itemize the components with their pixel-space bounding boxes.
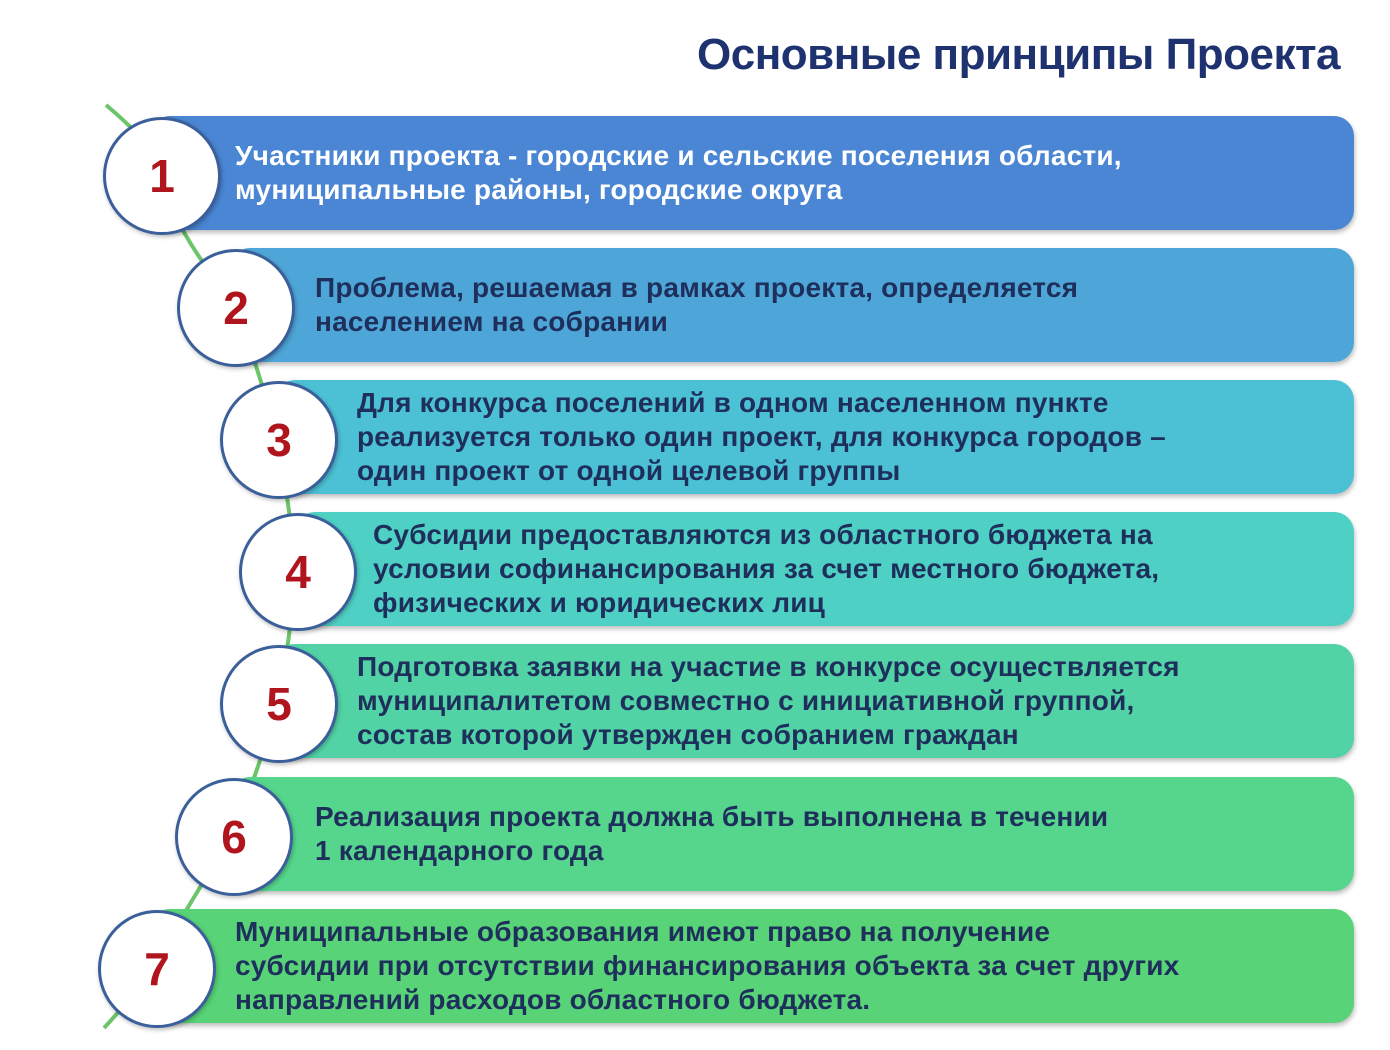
page-title: Основные принципы Проекта (697, 30, 1340, 79)
principle-number: 4 (285, 546, 311, 598)
principle-bar-2 (230, 248, 1354, 362)
principle-number: 7 (144, 943, 170, 995)
principle-number-circle-7 (98, 910, 216, 1028)
principle-text: Подготовка заявки на участие в конкурсе осуществляется муниципалитетом совместно с инициативной группой, состав которой утвержден собранием граждан (357, 651, 1180, 750)
principle-number-circle-5 (220, 645, 338, 763)
principle-text: Проблема, решаемая в рамках проекта, определяется населением на собрании (315, 272, 1079, 337)
principle-bar-1 (150, 116, 1354, 230)
principle-number: 1 (149, 150, 175, 202)
principle-text: Для конкурса поселений в одном населенном пункте реализуется только один проект, для конкурса городов – один проект от одной целевой группы (357, 387, 1166, 486)
principle-text: Реализация проекта должна быть выполнена в течении 1 календарного года (315, 801, 1109, 866)
principle-number-circle-4 (239, 513, 357, 631)
principle-number: 6 (221, 811, 247, 863)
principle-number: 2 (223, 282, 249, 334)
principle-text: Субсидии предоставляются из областного бюджета на условии софинансирования за счет местного бюджета, физических и юридических лиц (373, 519, 1160, 618)
principle-text: Муниципальные образования имеют право на получение субсидии при отсутствии финансирования объекта за счет других направлений расходов областного бюджета. (235, 916, 1180, 1015)
principle-number-circle-1 (103, 117, 221, 235)
principle-text: Участники проекта - городские и сельские поселения области, муниципальные районы, городские округа (235, 140, 1122, 205)
principle-number-circle-6 (175, 778, 293, 896)
principle-bar-6 (230, 777, 1354, 891)
principle-number-circle-2 (177, 249, 295, 367)
principle-number: 5 (266, 678, 292, 730)
principle-bar-5 (275, 644, 1354, 758)
principle-number-circle-3 (220, 381, 338, 499)
principle-bar-3 (275, 380, 1354, 494)
principle-bar-7 (150, 909, 1354, 1023)
principle-number: 3 (266, 414, 292, 466)
principle-bar-4 (295, 512, 1354, 626)
